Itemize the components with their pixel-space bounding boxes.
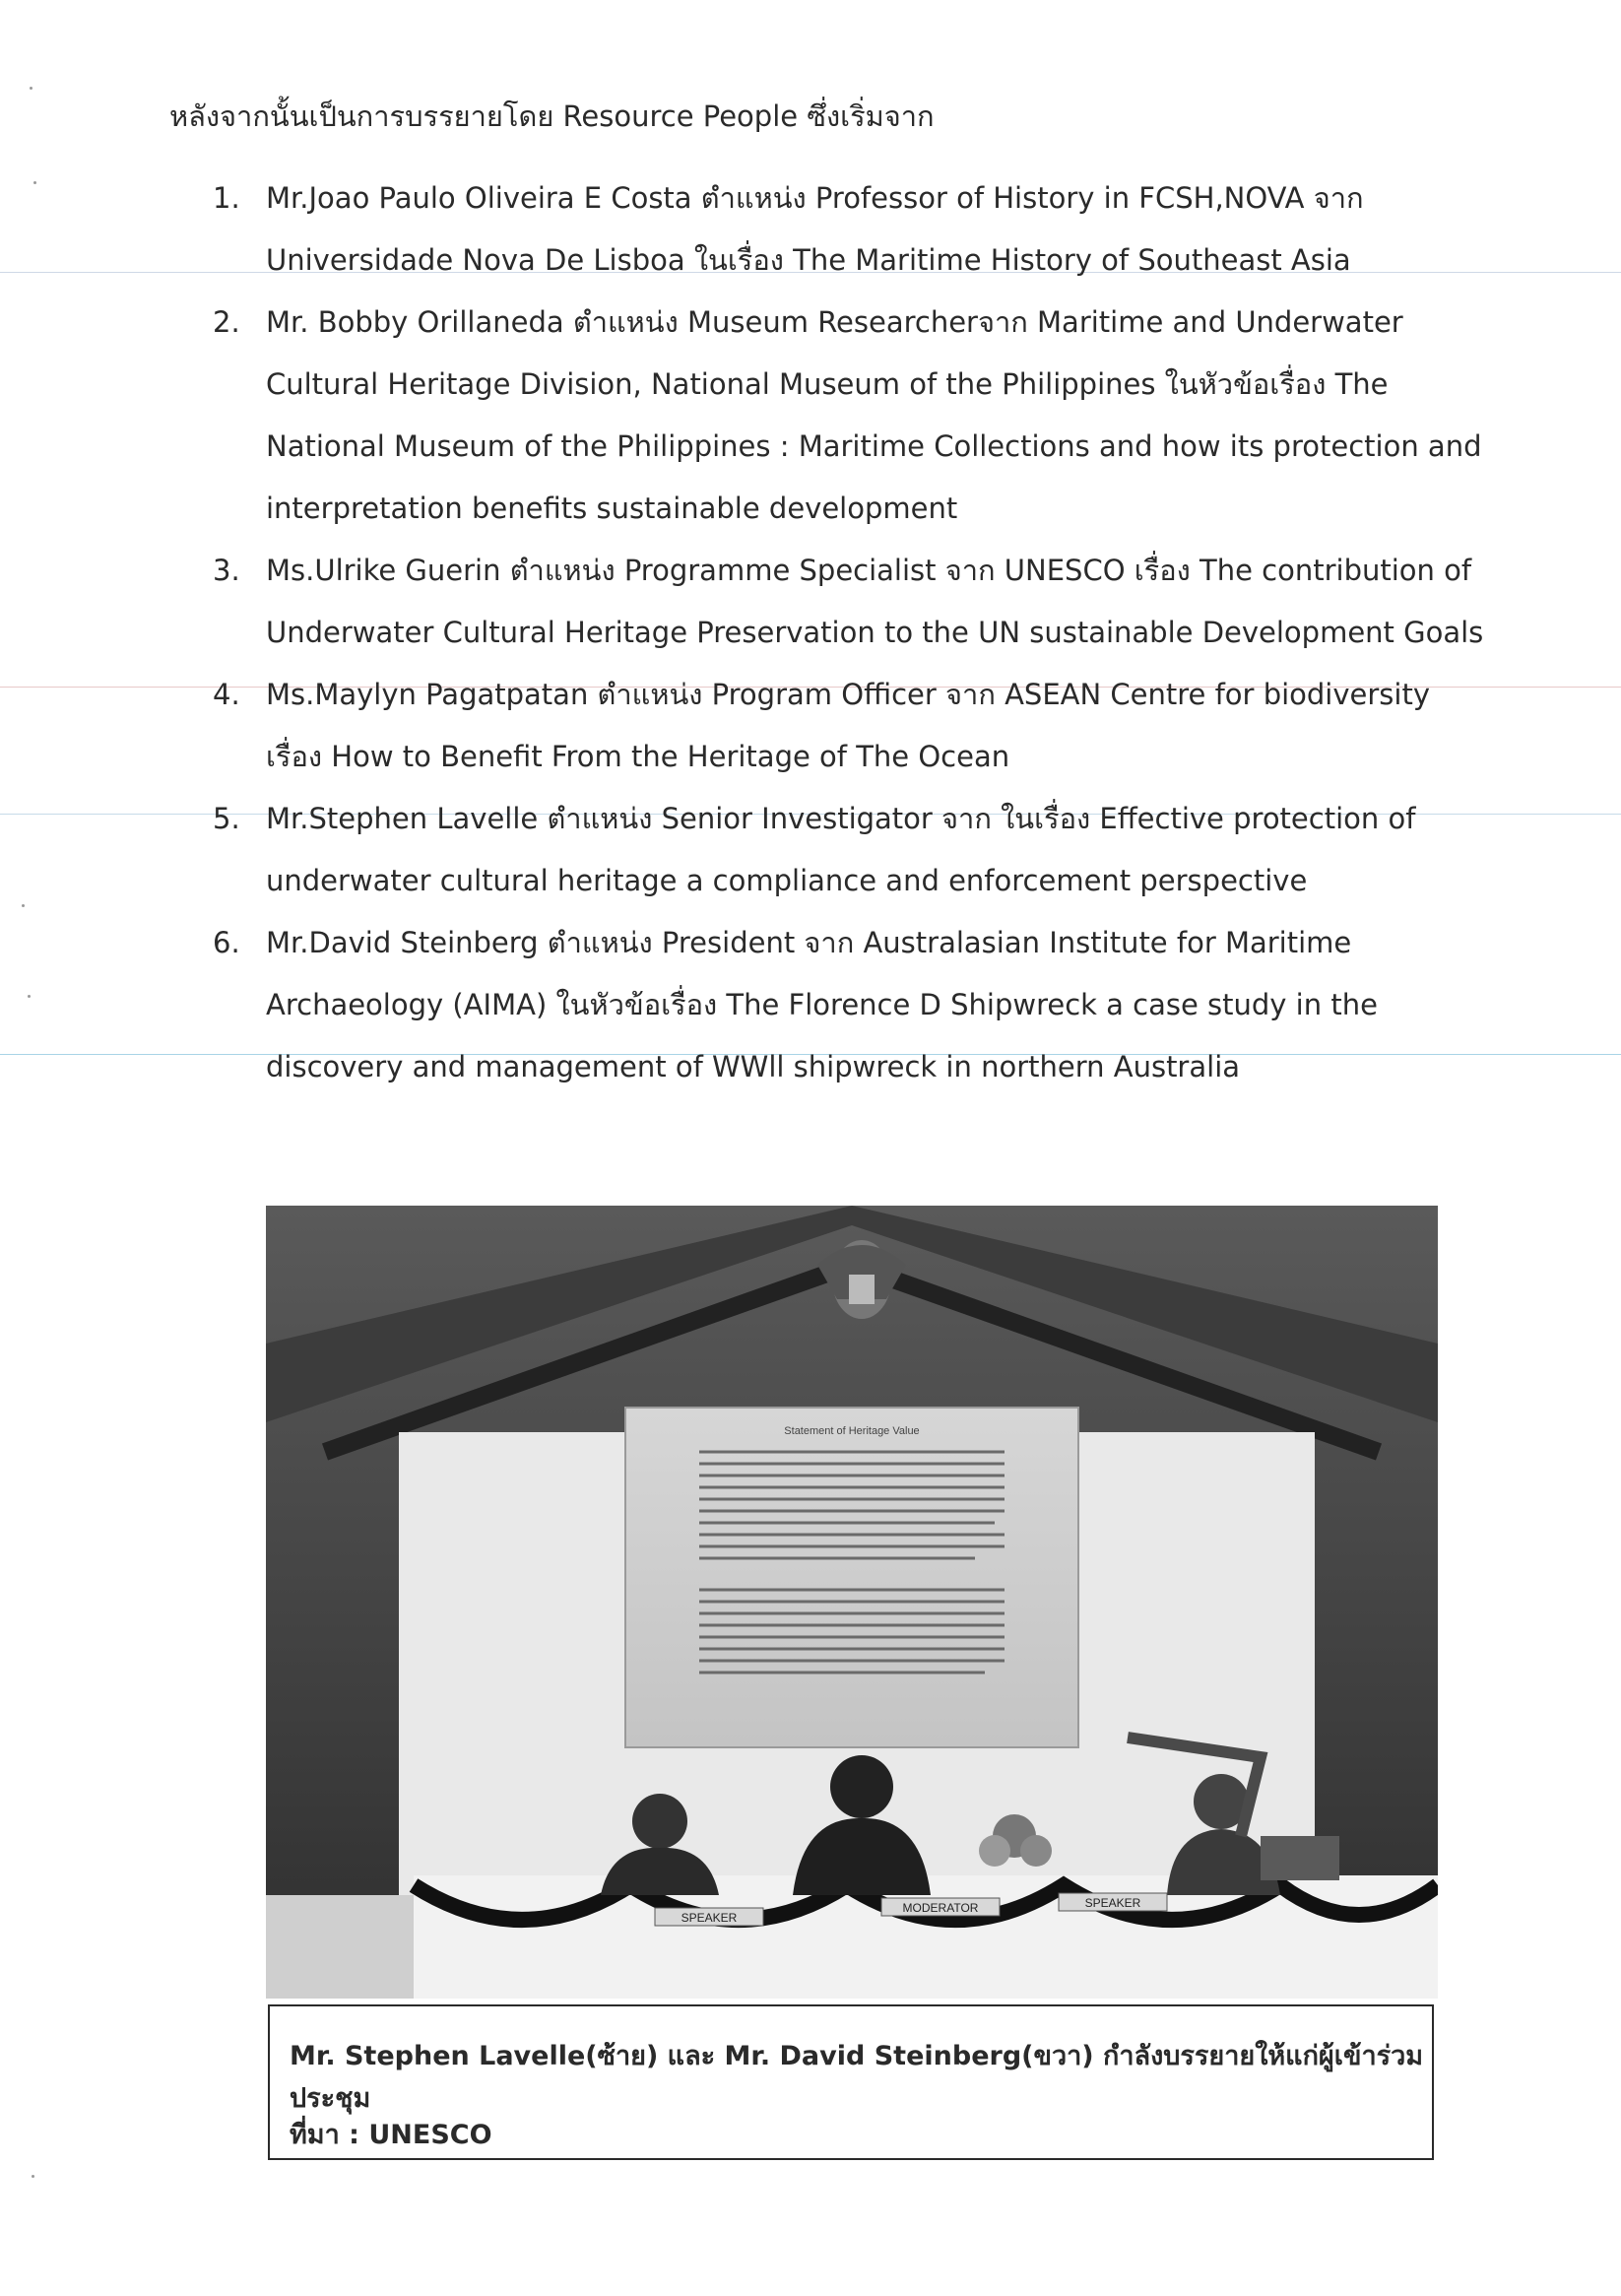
list-number: 1. [213,181,240,215]
table-label: SPEAKER [681,1911,738,1925]
intro-paragraph: หลังจากนั้นเป็นการบรรยายโดย Resource People ซึ่งเริ่มจาก [169,99,935,133]
list-item [213,788,1493,912]
list-number: 5. [213,802,240,835]
list-number: 4. [213,678,240,711]
speaker-text: Mr.Stephen Lavelle ตำแหน่ง Senior Investigator จาก ในเรื่อง Effective protection of underwater cultural heritage a compliance and enforcement perspective [266,802,1416,897]
speaker-text: Ms.Maylyn Pagatpatan ตำแหน่ง Program Officer จาก ASEAN Centre for biodiversity เรื่อง How to Benefit From the Heritage of The Ocean [266,678,1430,773]
scan-dot [30,87,32,90]
table-label: MODERATOR [902,1901,979,1915]
caption-text: Mr. Stephen Lavelle(ซ้าย) และ Mr. David Steinberg(ขวา) กำลังบรรยายให้แก่ผู้เข้าร่วมประชุม [290,2041,1424,2114]
caption-box [268,2004,1434,2160]
slide-title: Statement of Heritage Value [784,1425,920,1437]
list-item [213,664,1493,788]
list-number: 2. [213,305,240,339]
laptop [1261,1836,1339,1880]
list-item [213,912,1493,1098]
list-item [213,167,1493,292]
list-number: 6. [213,926,240,959]
caption-source: ที่มา : UNESCO [290,2120,492,2150]
scan-dot [33,181,36,184]
speaker-list [213,167,1493,1098]
speaker-text: Mr.Joao Paulo Oliveira E Costa ตำแหน่ง Professor of History in FCSH,NOVA จาก Universidade Nova De Lisboa ในเรื่อง The Maritime History of Southeast Asia [266,181,1364,277]
scan-dot [32,2175,34,2178]
table-label: SPEAKER [1084,1896,1141,1910]
speaker-text: Ms.Ulrike Guerin ตำแหน่ง Programme Specialist จาก UNESCO เรื่อง The contribution of Underwater Cultural Heritage Preservation to the UN sustainable Development Goals [266,554,1484,649]
speaker-text: Mr. Bobby Orillaneda ตำแหน่ง Museum Researcherจาก Maritime and Underwater Cultural Heritage Division, National Museum of the Philippines ในหัวข้อเรื่อง The National Museum of the Philippines : Maritime Collections and how its protection and interpretation benefits sustainable development [266,305,1482,525]
speaker-text: Mr.David Steinberg ตำแหน่ง President จาก Australasian Institute for Maritime Archaeology (AIMA) ในหัวข้อเรื่อง The Florence D Shipwreck a case study in the discovery and management of WWll shipwreck in northern Australia [266,926,1378,1083]
list-item [213,540,1493,664]
list-item [213,292,1493,540]
conference-photo-illustration [266,1206,1438,1999]
scan-dot [28,995,31,998]
scan-dot [22,904,25,907]
projected-slide [625,1408,1078,1747]
list-number: 3. [213,554,240,587]
conference-photo [266,1206,1438,1999]
